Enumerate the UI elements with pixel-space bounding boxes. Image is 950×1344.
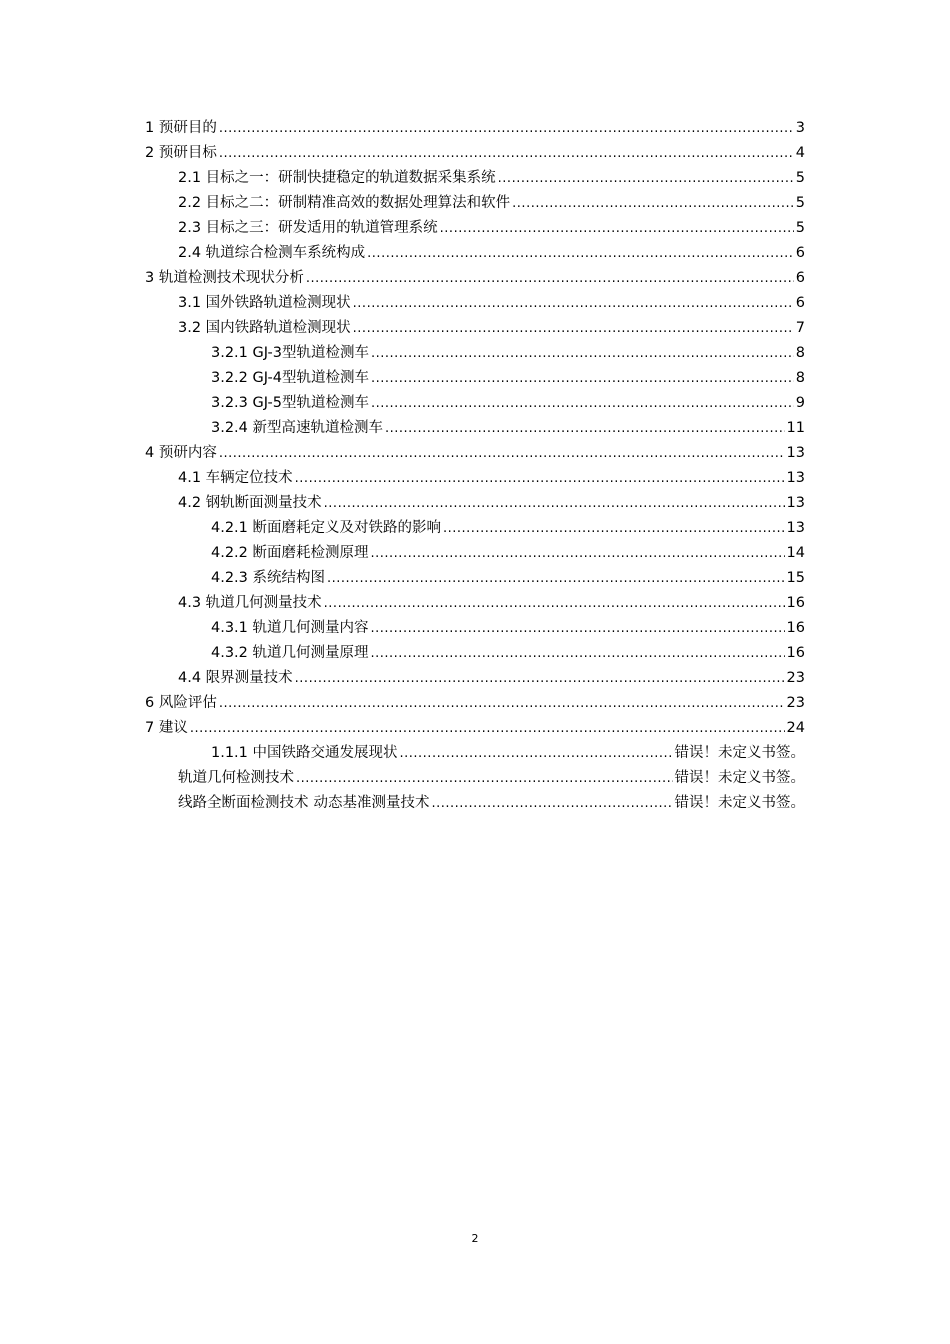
toc-entry-title: 3.2.1 GJ-3型轨道检测车	[211, 345, 369, 361]
toc-entry[interactable]	[145, 691, 805, 715]
toc-leader-dots	[219, 142, 794, 166]
toc-entry-page: 5	[795, 170, 805, 186]
toc-entry[interactable]	[211, 516, 805, 540]
toc-entry-title: 1.1.1 中国铁路交通发展现状	[211, 745, 398, 761]
toc-entry-page: 8	[795, 345, 805, 361]
toc-entry-title: 1 预研目的	[145, 120, 217, 136]
toc-leader-dots	[296, 767, 673, 791]
toc-entry[interactable]	[178, 241, 805, 265]
toc-entry[interactable]	[178, 216, 805, 240]
toc-entry-page: 14	[786, 545, 805, 561]
toc-entry-title: 3.2.2 GJ-4型轨道检测车	[211, 370, 369, 386]
toc-leader-dots	[219, 117, 794, 141]
toc-leader-dots	[371, 642, 785, 666]
toc-leader-dots	[295, 667, 785, 691]
toc-entry-title: 线路全断面检测技术	[178, 795, 309, 811]
toc-entry-page: 13	[786, 470, 805, 486]
toc-entry-title: 2.2 目标之二：研制精准高效的数据处理算法和软件	[178, 195, 511, 211]
toc-entry[interactable]	[178, 466, 805, 490]
toc-leader-dots	[367, 242, 794, 266]
toc-entry-title: 3 轨道检测技术现状分析	[145, 270, 304, 286]
toc-leader-dots	[353, 292, 794, 316]
toc-leader-dots	[219, 442, 785, 466]
toc-entry-page: 4	[795, 145, 805, 161]
toc-leader-dots	[400, 742, 673, 766]
toc-entry[interactable]	[178, 316, 805, 340]
toc-entry[interactable]	[211, 416, 805, 440]
toc-leader-dots	[295, 467, 785, 491]
toc-entry[interactable]	[145, 266, 805, 290]
toc-entry-error: 错误！未定义书签。	[674, 795, 805, 811]
toc-entry-title: 4.4 限界测量技术	[178, 670, 293, 686]
toc-leader-dots	[371, 392, 794, 416]
toc-leader-dots	[353, 317, 794, 341]
toc-entry-page: 6	[795, 295, 805, 311]
toc-entry-title: 4.2.3 系统结构图	[211, 570, 326, 586]
toc-leader-dots	[443, 517, 785, 541]
toc-entry[interactable]	[178, 591, 805, 615]
toc-entry-page: 11	[786, 420, 805, 436]
toc-entry-title: 2.3 目标之三：研发适用的轨道管理系统	[178, 220, 438, 236]
toc-entry-page: 6	[795, 270, 805, 286]
toc-leader-dots	[306, 267, 794, 291]
toc-entry-title: 3.2.3 GJ-5型轨道检测车	[211, 395, 369, 411]
toc-entry[interactable]	[145, 716, 805, 740]
toc-entry-page: 23	[786, 670, 805, 686]
toc-entry-page: 15	[786, 570, 805, 586]
toc-leader-dots	[219, 692, 785, 716]
toc-leader-dots	[190, 717, 785, 741]
toc-entry-page: 6	[795, 245, 805, 261]
toc-entry-page: 5	[795, 195, 805, 211]
toc-leader-dots	[371, 617, 785, 641]
toc-entry-page: 16	[786, 645, 805, 661]
toc-entry-title: 3.1 国外铁路轨道检测现状	[178, 295, 351, 311]
toc-entry[interactable]	[145, 141, 805, 165]
toc-entry-page: 5	[795, 220, 805, 236]
toc-leader-dots	[512, 192, 794, 216]
toc-entry-page: 13	[786, 445, 805, 461]
toc-leader-dots	[498, 167, 794, 191]
toc-entry-page: 8	[795, 370, 805, 386]
toc-entry-page: 3	[795, 120, 805, 136]
toc-entry-title: 4.3 轨道几何测量技术	[178, 595, 322, 611]
toc-entry-error: 错误！未定义书签。	[674, 770, 805, 786]
toc-entry-title: 3.2 国内铁路轨道检测现状	[178, 320, 351, 336]
toc-entry-page: 23	[786, 695, 805, 711]
toc-entry-title: 轨道几何检测技术	[178, 770, 294, 786]
toc-entry-title: 4.3.2 轨道几何测量原理	[211, 645, 369, 661]
toc-entry-title: 4.3.1 轨道几何测量内容	[211, 620, 369, 636]
toc-leader-dots	[440, 217, 794, 241]
page-number: 2	[471, 1232, 479, 1245]
toc-entry-title-secondary: 动态基准测量技术	[313, 795, 430, 811]
toc-leader-dots	[431, 792, 672, 816]
toc-entry[interactable]	[145, 441, 805, 465]
toc-entry-page: 9	[795, 395, 805, 411]
toc-entry-title: 2.1 目标之一：研制快捷稳定的轨道数据采集系统	[178, 170, 496, 186]
toc-entry-title: 4.1 车辆定位技术	[178, 470, 293, 486]
toc-entry-page: 24	[786, 720, 805, 736]
toc-entry[interactable]	[211, 366, 805, 390]
toc-entry[interactable]	[178, 766, 805, 790]
toc-entry[interactable]	[178, 166, 805, 190]
toc-entry[interactable]	[211, 566, 805, 590]
toc-entry[interactable]	[178, 666, 805, 690]
toc-entry-page: 7	[795, 320, 805, 336]
toc-leader-dots	[385, 417, 785, 441]
toc-leader-dots	[324, 592, 785, 616]
toc-leader-dots	[327, 567, 785, 591]
toc-entry-page: 16	[786, 620, 805, 636]
toc-entry-title: 7 建议	[145, 720, 188, 736]
toc-entry[interactable]	[178, 191, 805, 215]
toc-entry[interactable]	[178, 491, 805, 515]
toc-leader-dots	[324, 492, 785, 516]
toc-entry[interactable]	[211, 341, 805, 365]
toc-entry-error: 错误！未定义书签。	[674, 745, 805, 761]
toc-entry-title: 4.2.2 断面磨耗检测原理	[211, 545, 369, 561]
toc-entry[interactable]	[178, 791, 805, 815]
toc-entry-page: 16	[786, 595, 805, 611]
toc-entry[interactable]	[211, 391, 805, 415]
toc-leader-dots	[371, 342, 794, 366]
toc-entry-title: 4.2 钢轨断面测量技术	[178, 495, 322, 511]
toc-entry-title: 6 风险评估	[145, 695, 217, 711]
toc-entry-title: 4 预研内容	[145, 445, 217, 461]
toc-entry[interactable]	[211, 641, 805, 665]
toc-entry[interactable]	[211, 541, 805, 565]
toc-leader-dots	[371, 542, 785, 566]
toc-entry-page: 13	[786, 520, 805, 536]
toc-entry-title: 2.4 轨道综合检测车系统构成	[178, 245, 366, 261]
toc-entry-title: 4.2.1 断面磨耗定义及对铁路的影响	[211, 520, 442, 536]
toc-entry-title: 2 预研目标	[145, 145, 217, 161]
toc-leader-dots	[371, 367, 794, 391]
toc-entry[interactable]	[211, 741, 805, 765]
toc-entry[interactable]	[211, 616, 805, 640]
toc-entry[interactable]	[145, 116, 805, 140]
toc-entry-title: 3.2.4 新型高速轨道检测车	[211, 420, 384, 436]
toc-entry-page: 13	[786, 495, 805, 511]
toc-entry[interactable]	[178, 291, 805, 315]
